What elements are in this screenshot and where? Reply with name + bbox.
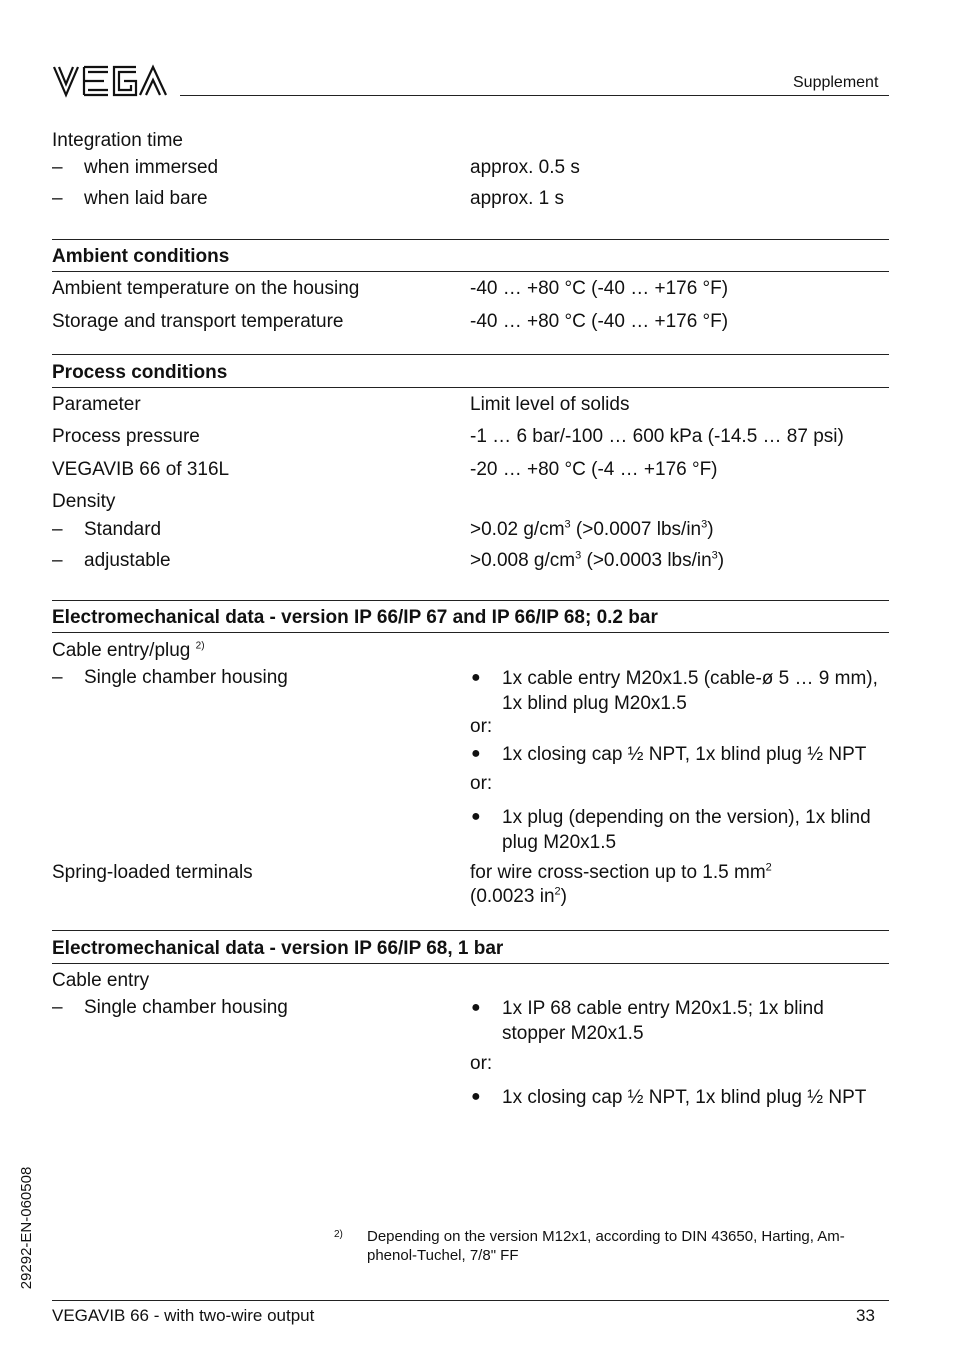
density-standard-value-b: (>0.0007 lbs/in xyxy=(570,519,702,540)
section-rule xyxy=(52,354,889,355)
process-value: Limit level of solids xyxy=(470,394,630,415)
cable-entry-plug-label xyxy=(52,639,205,663)
superscript: 3 xyxy=(701,518,708,531)
footer-rule xyxy=(52,1300,889,1301)
process-heading: Process conditions xyxy=(52,362,228,383)
option-text: 1x closing cap ½ NPT, 1x blind plug ½ NPT xyxy=(502,1087,867,1108)
option-text: 1x closing cap ½ NPT, 1x blind plug ½ NPT xyxy=(502,744,867,765)
process-label: VEGAVIB 66 of 316L xyxy=(52,459,230,480)
integration-label: when laid bare xyxy=(84,188,208,209)
electro2-heading: Electromechanical data - version IP 66/IP 68, 1 bar xyxy=(52,938,504,959)
ambient-value: -40 … +80 °C (-40 … +176 °F) xyxy=(470,311,729,332)
header-section-label: Supplement xyxy=(793,74,879,91)
option-text: 1x IP 68 cable entry M20x1.5; 1x blind xyxy=(502,998,824,1019)
density-standard-value xyxy=(470,518,714,542)
section-rule xyxy=(52,632,889,633)
terminals-value-text: for wire cross-section up to 1.5 mm xyxy=(470,862,766,883)
density-standard-label: Standard xyxy=(84,519,162,540)
bullet-icon: ● xyxy=(471,669,481,686)
dash: – xyxy=(52,667,63,688)
footer-title: VEGAVIB 66 - with two-wire output xyxy=(52,1306,315,1325)
option-text: plug M20x1.5 xyxy=(502,832,617,853)
footnote-text-line2: phenol-Tuchel, 7/8" FF xyxy=(367,1247,519,1264)
housing-label: Single chamber housing xyxy=(84,667,288,688)
terminals-value-line1 xyxy=(470,861,772,885)
density-adjustable-value-c: ) xyxy=(717,550,725,571)
electro1-heading: Electromechanical data - version IP 66/IP 67 and IP 66/IP 68; 0.2 bar xyxy=(52,607,658,628)
superscript: 2 xyxy=(765,861,772,874)
section-rule xyxy=(52,271,889,272)
section-rule xyxy=(52,963,889,964)
option-text: 1x cable entry M20x1.5 (cable-ø 5 … 9 mm), xyxy=(502,668,878,689)
cable-entry-label: Cable entry xyxy=(52,970,150,991)
or-label: or: xyxy=(470,1053,493,1074)
density-adjustable-label: adjustable xyxy=(84,550,171,571)
integration-value: approx. 1 s xyxy=(470,188,564,209)
ambient-value: -40 … +80 °C (-40 … +176 °F) xyxy=(470,278,729,299)
dash: – xyxy=(52,997,63,1018)
process-value: -20 … +80 °C (-4 … +176 °F) xyxy=(470,459,718,480)
section-rule xyxy=(52,600,889,601)
section-rule xyxy=(52,930,889,931)
integration-value: approx. 0.5 s xyxy=(470,157,580,178)
document-code: 29292-EN-060508 xyxy=(18,1166,35,1290)
section-rule xyxy=(52,239,889,240)
terminals-value-text: (0.0023 in xyxy=(470,886,555,907)
page-number: 33 xyxy=(856,1306,875,1325)
ambient-label: Storage and transport temperature xyxy=(52,311,344,332)
superscript: 3 xyxy=(564,518,571,531)
vega-logo xyxy=(52,64,168,98)
density-adjustable-value xyxy=(470,549,724,573)
dash: – xyxy=(52,188,63,209)
or-label: or: xyxy=(470,773,493,794)
terminals-value-text: ) xyxy=(560,886,567,907)
bullet-icon: ● xyxy=(471,999,481,1016)
superscript: 2 xyxy=(554,885,561,898)
cable-entry-plug-text: Cable entry/plug xyxy=(52,640,191,661)
process-label: Process pressure xyxy=(52,426,200,447)
option-text: 1x plug (depending on the version), 1x blind xyxy=(502,807,871,828)
ambient-label: Ambient temperature on the housing xyxy=(52,278,360,299)
density-adjustable-value-b: (>0.0003 lbs/in xyxy=(581,550,712,571)
density-standard-value-a: >0.02 g/cm xyxy=(470,519,565,540)
process-label: Parameter xyxy=(52,394,141,415)
bullet-icon: ● xyxy=(471,808,481,825)
bullet-icon: ● xyxy=(471,1088,481,1105)
dash: – xyxy=(52,157,63,178)
dash: – xyxy=(52,519,63,540)
section-rule xyxy=(52,387,889,388)
option-text: 1x blind plug M20x1.5 xyxy=(502,693,687,714)
process-value: -1 … 6 bar/-100 … 600 kPa (-14.5 … 87 psi) xyxy=(470,426,844,447)
density-standard-value-c: ) xyxy=(707,519,714,540)
terminals-value-line2 xyxy=(470,885,567,909)
superscript: 3 xyxy=(711,549,718,562)
superscript: 3 xyxy=(575,549,582,562)
header-rule xyxy=(180,95,889,96)
integration-title: Integration time xyxy=(52,130,183,151)
density-title: Density xyxy=(52,491,116,512)
housing-label: Single chamber housing xyxy=(84,997,288,1018)
or-label: or: xyxy=(470,716,493,737)
integration-label: when immersed xyxy=(84,157,219,178)
footnote-reference: 2) xyxy=(195,640,205,652)
footnote-mark: 2) xyxy=(334,1229,343,1240)
terminals-label: Spring-loaded terminals xyxy=(52,862,253,883)
ambient-heading: Ambient conditions xyxy=(52,246,230,267)
density-adjustable-value-a: >0.008 g/cm xyxy=(470,550,576,571)
footnote-text-line1: Depending on the version M12x1, according to DIN 43650, Harting, Am- xyxy=(367,1228,845,1245)
option-text: stopper M20x1.5 xyxy=(502,1023,644,1044)
dash: – xyxy=(52,550,63,571)
bullet-icon: ● xyxy=(471,745,481,762)
